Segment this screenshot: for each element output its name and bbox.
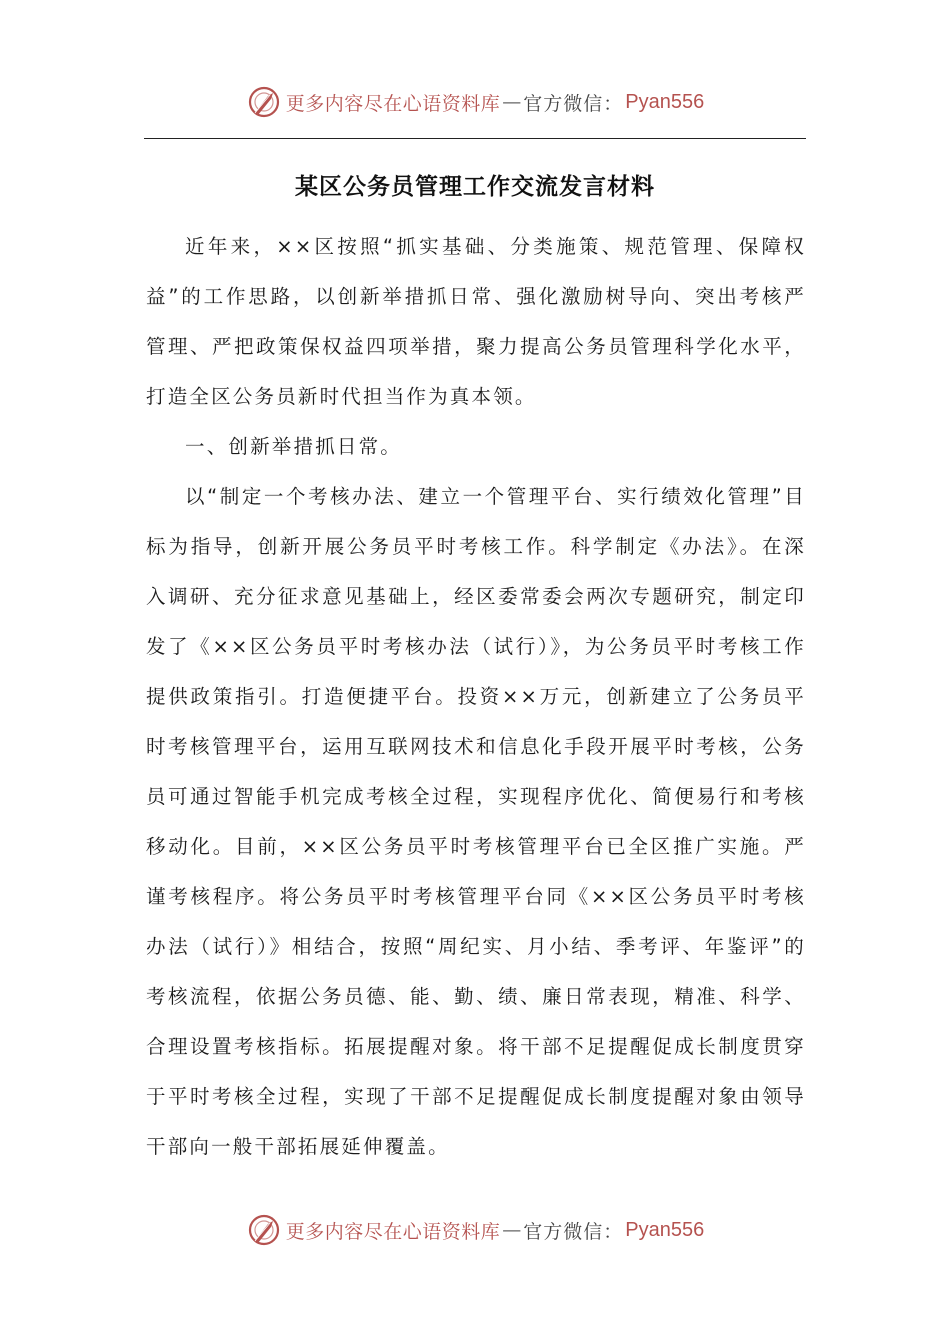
document-body [146,222,806,1172]
header-slogan: 更多内容尽在心语资料库 [285,92,501,115]
footer-separator: — [502,1219,522,1241]
header-divider [144,138,806,139]
pen-nib-circle-icon [246,1212,282,1248]
footer-wechat-id: Pyan556 [625,1218,705,1241]
header-banner [0,80,950,124]
document-title: 某区公务员管理工作交流发言材料 [295,173,655,200]
footer-banner [0,1208,950,1252]
footer-wechat-label: 官方微信： [523,1220,624,1243]
paragraph-intro: 近年来，××区按照“抓实基础、分类施策、规范管理、保障权益”的工作思路，以创新举措抓日常、强化激励树导向、突出考核严管理、严把政策保权益四项举措，聚力提高公务员管理科学化水平，打造全区公务员新时代担当作为真本领。 [146,235,806,408]
header-wechat-id: Pyan556 [625,90,705,113]
pen-nib-circle-icon [246,84,282,120]
paragraph-section-1: 以“制定一个考核办法、建立一个管理平台、实行绩效化管理”目标为指导，创新开展公务员平时考核工作。科学制定《办法》。在深入调研、充分征求意见基础上，经区委常委会两次专题研究，制定印发了《××区公务员平时考核办法（试行）》，为公务员平时考核工作提供政策指引。打造便捷平台。投资××万元，创新建立了公务员平时考核管理平台，运用互联网技术和信息化手段开展平时考核，公务员可通过智能手机完成考核全过程，实现程序优化、简便易行和考核移动化。目前，××区公务员平时考核管理平台已全区推广实施。严谨考核程序。将公务员平时考核管理平台同《××区公务员平时考核办法（试行）》相结合，按照“周纪实、月小结、季考评、年鉴评”的考核流程，依据公务员德、能、勤、绩、廉日常表现，精准、科学、合理设置考核指标。拓展提醒对象。将干部不足提醒促成长制度贯穿于平时考核全过程，实现了干部不足提醒促成长制度提醒对象由领导干部向一般干部拓展延伸覆盖。 [146,485,806,1158]
header-separator: — [502,91,522,113]
footer-slogan: 更多内容尽在心语资料库 [285,1220,501,1243]
section-heading-1: 一、创新举措抓日常。 [185,435,403,458]
header-wechat-label: 官方微信： [523,92,624,115]
